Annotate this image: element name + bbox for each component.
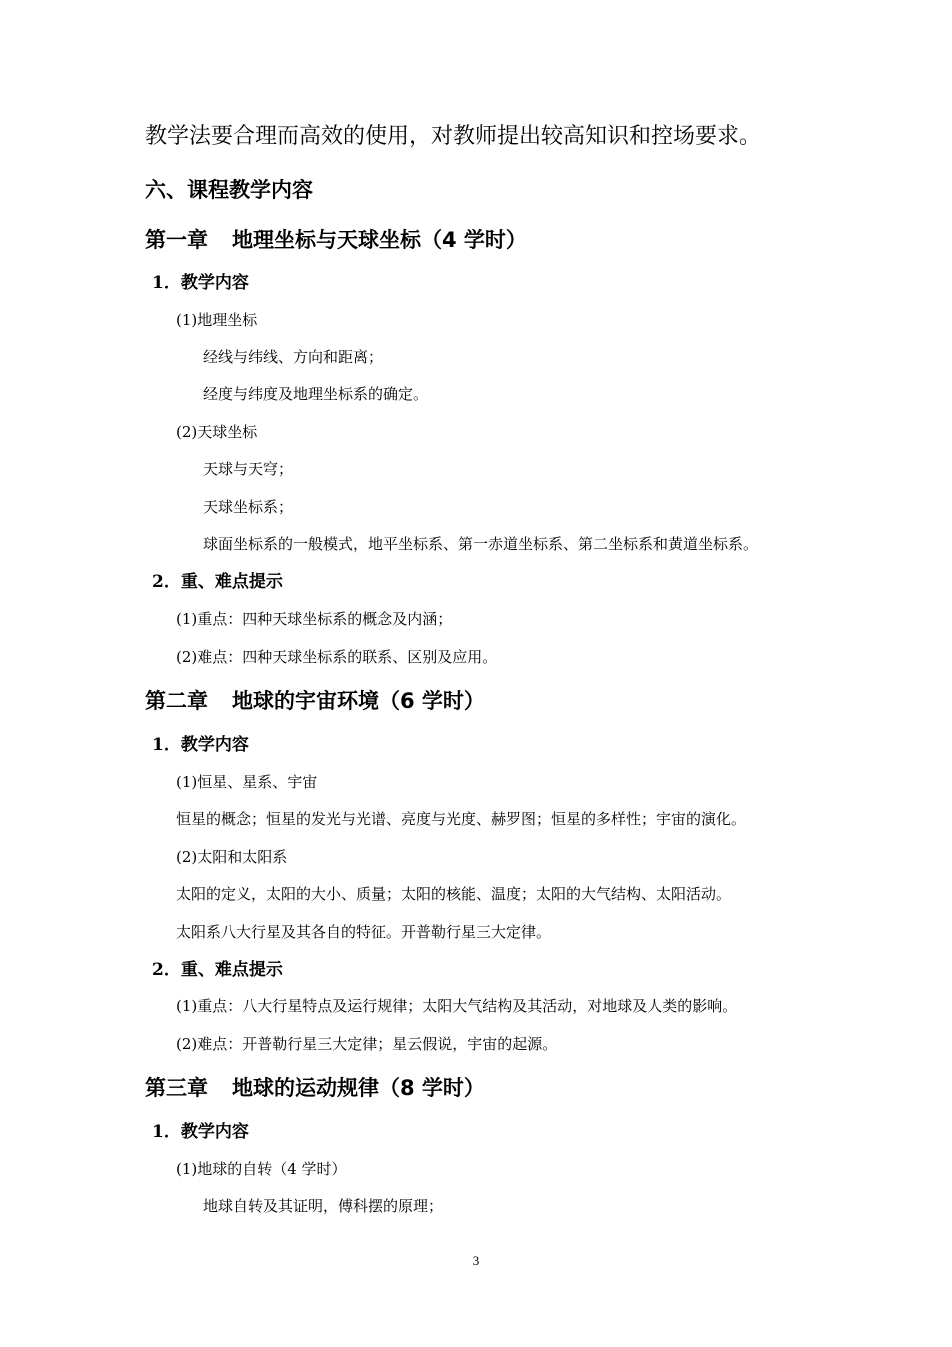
list-item: 天球与天穹； (203, 460, 294, 478)
intro-line: 教学法要合理而高效的使用，对教师提出较高知识和控场要求。 (145, 124, 762, 149)
list-item: 太阳系八大行星及其各自的特征。开普勒行星三大定律。 (176, 923, 552, 941)
list-item: 球面坐标系的一般模式，地平坐标系、第一赤道坐标系、第二坐标系和黄道坐标系。 (203, 535, 759, 553)
list-item: (1)恒星、星系、宇宙 (176, 773, 318, 791)
chapter-number: 第三章 (145, 1076, 208, 1100)
list-item: (2)难点：四种天球坐标系的联系、区别及应用。 (176, 648, 498, 666)
chapter-number: 第二章 (145, 689, 208, 713)
chapter-3-heading (145, 1078, 485, 1099)
list-item: 经线与纬线、方向和距离； (203, 348, 384, 366)
chapter-title: 地理坐标与天球坐标（4 学时） (232, 228, 527, 252)
list-item: 恒星的概念；恒星的发光与光谱、亮度与光度、赫罗图；恒星的多样性；宇宙的演化。 (176, 810, 747, 828)
list-item: 经度与纬度及地理坐标系的确定。 (203, 385, 429, 403)
chapter-1-content-heading: 1．教学内容 (152, 273, 249, 293)
page-number: 3 (472, 1253, 480, 1268)
chapter-title: 地球的宇宙环境（6 学时） (232, 689, 485, 713)
chapter-1-heading (145, 230, 527, 251)
list-item: 地球自转及其证明，傅科摆的原理； (203, 1197, 444, 1215)
chapter-2-heading (145, 691, 485, 712)
list-item: (1)地理坐标 (176, 311, 258, 329)
list-item: (1)地球的自转（4 学时） (176, 1160, 347, 1178)
list-item: (2)天球坐标 (176, 423, 258, 441)
list-item: 天球坐标系； (203, 498, 294, 516)
list-item: 太阳的定义，太阳的大小、质量；太阳的核能、温度；太阳的大气结构、太阳活动。 (176, 885, 732, 903)
list-item: (2)难点：开普勒行星三大定律；星云假说，宇宙的起源。 (176, 1035, 558, 1053)
chapter-2-content-heading: 1．教学内容 (152, 735, 249, 755)
chapter-3-content-heading: 1．教学内容 (152, 1122, 249, 1142)
chapter-1-key-heading: 2．重、难点提示 (152, 572, 283, 592)
chapter-2-key-heading: 2．重、难点提示 (152, 960, 283, 980)
chapter-number: 第一章 (145, 228, 208, 252)
chapter-title: 地球的运动规律（8 学时） (232, 1076, 485, 1100)
list-item: (2)太阳和太阳系 (176, 848, 288, 866)
list-item: (1)重点：八大行星特点及运行规律；太阳大气结构及其活动，对地球及人类的影响。 (176, 997, 738, 1015)
section-title: 六、课程教学内容 (145, 178, 313, 202)
list-item: (1)重点：四种天球坐标系的概念及内涵； (176, 610, 453, 628)
